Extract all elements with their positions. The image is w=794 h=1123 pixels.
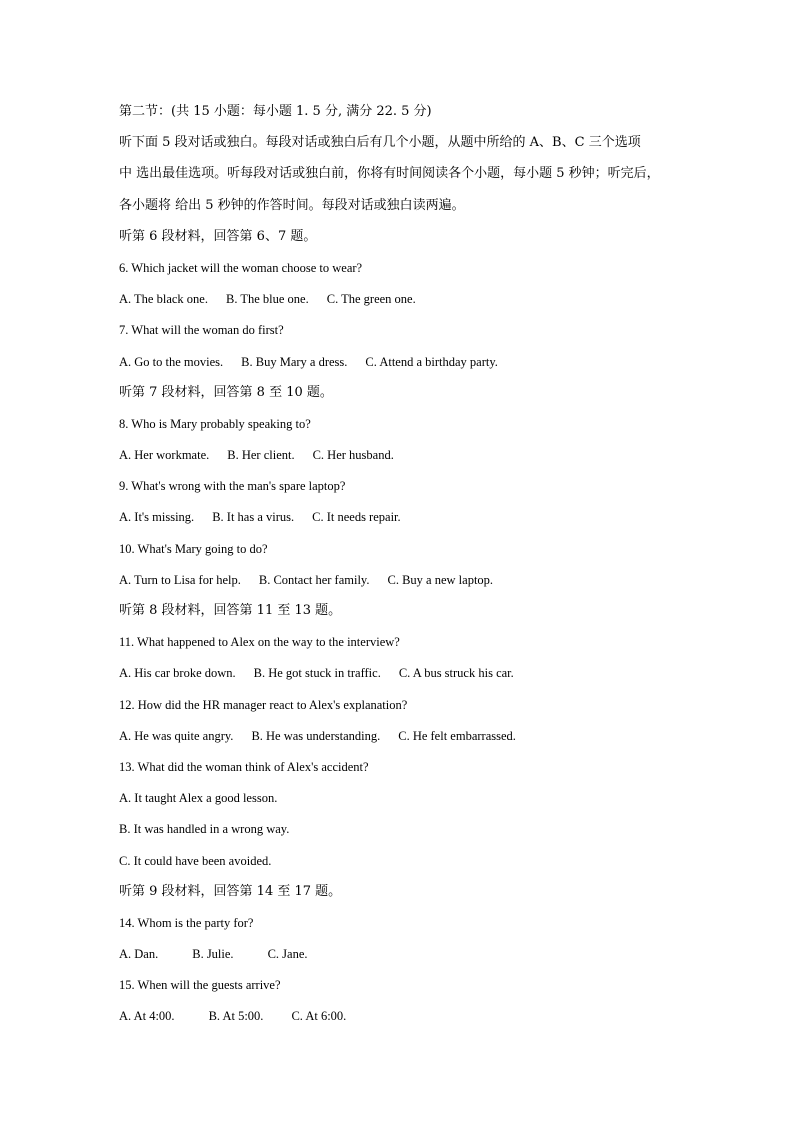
option-b: B. It was handled in a wrong way. [119, 822, 290, 837]
question-stem: 9. What's wrong with the man's spare laptop? [119, 479, 346, 494]
option-a: A. At 4:00. [119, 1009, 175, 1024]
group-intro: 听第 8 段材料，回答第 11 至 13 题。 [119, 603, 342, 618]
question-stem: 8. Who is Mary probably speaking to? [119, 416, 311, 431]
option-b: B. Contact her family. [258, 572, 370, 587]
group-intro: 听第 7 段材料，回答第 8 至 10 题。 [119, 384, 333, 400]
option-a: A. It taught Alex a good lesson. [119, 791, 278, 806]
option-a: A. He was quite angry. [119, 728, 234, 743]
listening-section [119, 102, 719, 1038]
question-stem: 7. What will the woman do first? [119, 323, 284, 338]
question-stem: 15. When will the guests arrive? [119, 978, 281, 993]
option-a: A. Her workmate. [119, 448, 210, 463]
option-a: A. His car broke down. [119, 666, 236, 681]
option-c: C. A bus struck his car. [398, 666, 514, 681]
question-options [119, 352, 719, 383]
option-b: B. The blue one. [225, 292, 309, 307]
option-a: A. Dan. [119, 947, 159, 962]
question-options [119, 289, 719, 320]
question-options [119, 1006, 719, 1037]
option-a: A. The black one. [119, 292, 208, 307]
option-a: A. Turn to Lisa for help. [119, 572, 241, 587]
question-stem: 6. Which jacket will the woman choose to wear? [119, 260, 363, 275]
question-options [119, 445, 719, 476]
question-options [119, 726, 719, 757]
option-c: C. It needs repair. [312, 510, 401, 525]
question-stem: 12. How did the HR manager react to Alex's explanation? [119, 697, 408, 712]
question-stem: 10. What's Mary going to do? [119, 541, 268, 556]
question-stem: 11. What happened to Alex on the way to the interview? [119, 635, 400, 650]
question-options [119, 944, 719, 975]
option-c: C. The green one. [326, 292, 416, 307]
instruction-line-2: 中 选出最佳选项。听每段对话或独白前，你将有时间阅读各个小题，每小题 5 秒钟；听完后， [119, 166, 660, 182]
group-intro: 听第 6 段材料，回答第 6、7 题。 [119, 228, 317, 244]
question-options [119, 570, 719, 601]
option-b: B. Her client. [227, 448, 295, 463]
group-intro: 听第 9 段材料，回答第 14 至 17 题。 [119, 883, 342, 899]
option-a: A. It's missing. [119, 510, 195, 525]
option-c: C. Attend a birthday party. [365, 354, 498, 369]
option-c: C. Jane. [267, 947, 308, 962]
instruction-line-3: 各小题将 给出 5 秒钟的作答时间。每段对话或独白读两遍。 [119, 197, 465, 213]
question-options [119, 507, 719, 538]
question-options [119, 663, 719, 694]
instruction-line-1: 听下面 5 段对话或独白。每段对话或独白后有几个小题，从题中所给的 A、B、C 三个选项 [119, 135, 641, 151]
question-stem: 13. What did the woman think of Alex's accident? [119, 759, 369, 774]
option-b: B. Buy Mary a dress. [241, 354, 348, 369]
option-c: C. Her husband. [312, 448, 394, 463]
option-c: C. Buy a new laptop. [387, 572, 494, 587]
option-b: B. Julie. [192, 947, 234, 962]
option-b: B. He was understanding. [251, 728, 381, 743]
option-b: B. At 5:00. [208, 1009, 264, 1024]
option-c: C. It could have been avoided. [119, 853, 272, 868]
question-stem: 14. Whom is the party for? [119, 915, 254, 930]
option-c: C. He felt embarrassed. [398, 728, 516, 743]
option-c: C. At 6:00. [291, 1009, 347, 1024]
option-b: B. It has a virus. [212, 510, 295, 525]
option-b: B. He got stuck in traffic. [253, 666, 381, 681]
section-heading: 第二节：(共 15 小题：每小题 1. 5 分, 满分 22. 5 分) [119, 104, 432, 119]
option-a: A. Go to the movies. [119, 354, 224, 369]
